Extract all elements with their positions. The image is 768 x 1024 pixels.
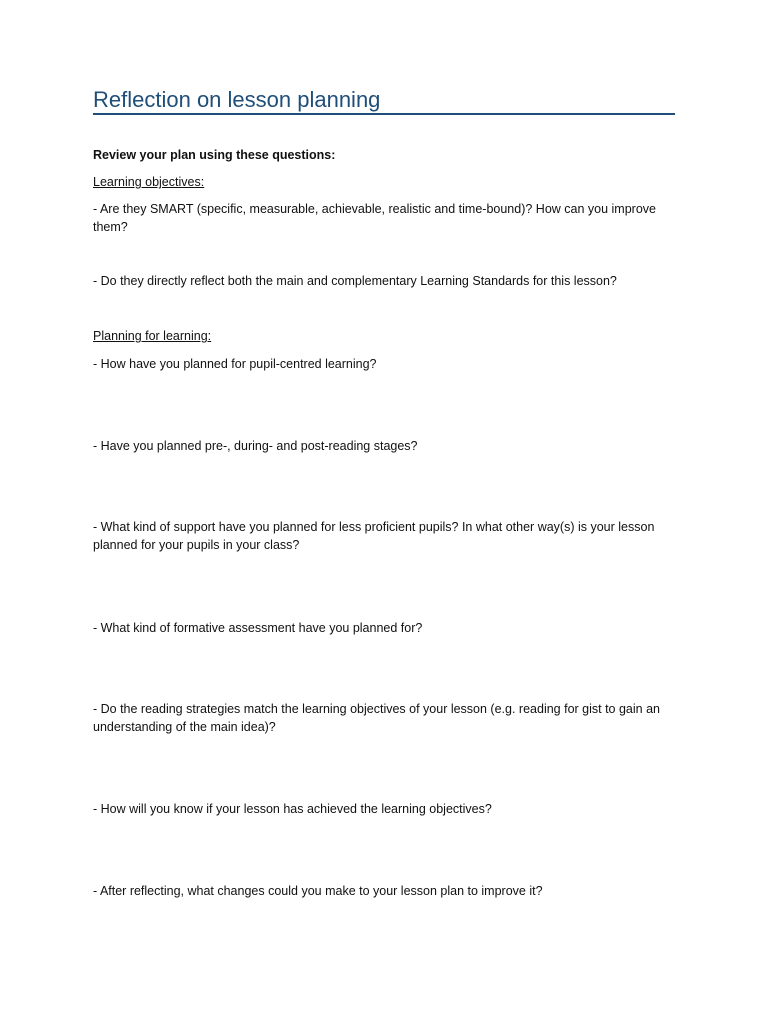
page-title: Reflection on lesson planning — [93, 87, 381, 112]
question-smart: - Are they SMART (specific, measurable, achievable, realistic and time-bound)? How can you improve them? — [93, 202, 656, 234]
question-reading-strategies: - Do the reading strategies match the learning objectives of your lesson (e.g. reading for gist to gain an understanding of the main idea)? — [93, 702, 660, 734]
question-formative-assessment: - What kind of formative assessment have you planned for? — [93, 621, 423, 635]
question-pupil-centred: - How have you planned for pupil-centred learning? — [93, 357, 377, 371]
section-heading-planning-for-learning: Planning for learning: — [93, 329, 212, 343]
question-learning-standards: - Do they directly reflect both the main and complementary Learning Standards for this lesson? — [93, 274, 617, 288]
question-changes: - After reflecting, what changes could you make to your lesson plan to improve it? — [93, 884, 543, 898]
question-achieved-objectives: - How will you know if your lesson has achieved the learning objectives? — [93, 802, 492, 816]
section-heading-learning-objectives: Learning objectives: — [93, 175, 205, 189]
question-support: - What kind of support have you planned for less proficient pupils? In what other way(s) is your lesson planned for your pupils in your class? — [93, 520, 655, 552]
title-underline-rule — [93, 113, 675, 115]
question-reading-stages: - Have you planned pre-, during- and post-reading stages? — [93, 439, 418, 453]
intro-text: Review your plan using these questions: — [93, 148, 336, 162]
